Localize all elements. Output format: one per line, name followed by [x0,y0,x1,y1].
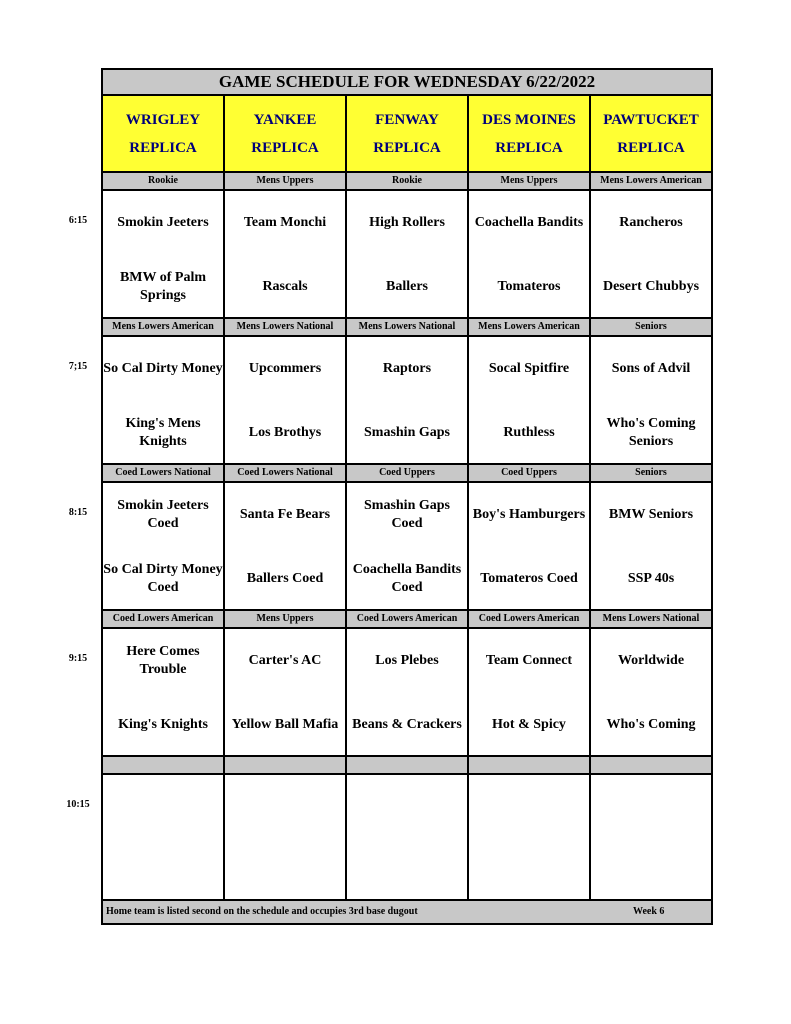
game-cell [591,483,711,609]
division-label: Mens Lowers American [103,319,225,335]
field-header-wrigley [103,96,225,171]
game-slot-row [103,629,711,755]
home-team: BMW of Palm Springs [119,270,207,303]
home-team [591,851,711,891]
field-name: FENWAY [375,111,439,128]
schedule-footer [103,899,711,923]
away-team: So Cal Dirty Money [103,361,223,376]
away-team [469,787,589,827]
division-label [591,757,711,773]
away-team: Smashin Gaps Coed [364,498,450,531]
division-label: Rookie [347,173,469,189]
week-label: Week 6 [633,906,665,917]
away-team [103,787,223,827]
away-team: Team Monchi [243,215,327,230]
away-team: BMW Seniors [608,507,694,522]
away-team: Sons of Advil [611,361,691,376]
away-team: Smokin Jeeters Coed [117,498,209,531]
away-team: Carter's AC [248,653,322,668]
schedule-sheet [101,68,713,925]
away-team: Rancheros [619,215,683,230]
game-cell [469,337,591,463]
game-cell [225,337,347,463]
game-cell [225,775,347,901]
division-label: Mens Uppers [225,611,347,627]
away-team: Coachella Bandits [474,215,584,230]
game-cell [469,775,591,901]
field-name: PAWTUCKET [603,111,699,128]
home-team: Los Brothys [248,425,322,440]
home-team [347,851,467,891]
game-slot-row [103,337,711,463]
field-name: WRIGLEY [125,111,201,128]
division-label: Mens Lowers National [225,319,347,335]
field-header-yankee [225,96,347,171]
game-cell [347,337,469,463]
away-team: Worldwide [617,653,685,668]
field-name: YANKEE [253,111,317,128]
home-team: King's Knights [118,717,208,732]
division-label: Coed Lowers American [469,611,591,627]
division-label [469,757,591,773]
time-label: 9:15 [68,653,88,664]
home-team: Ballers Coed [246,571,324,586]
game-slot-row [103,775,711,901]
field-header-pawtucket [591,96,711,171]
home-team: So Cal Dirty Money Coed [103,562,223,595]
away-team: Los Plebes [375,653,439,668]
home-team [103,851,223,891]
division-label [103,757,225,773]
field-subtitle: REPLICA [495,139,563,156]
game-slot-row [103,191,711,317]
game-cell [591,775,711,901]
home-team: Rascals [262,279,308,294]
away-team [591,787,711,827]
field-subtitle: REPLICA [373,139,441,156]
home-team: Ruthless [503,425,555,440]
division-label: Mens Uppers [469,173,591,189]
division-row [103,463,711,483]
field-subtitle: REPLICA [251,139,319,156]
home-team: Tomateros Coed [480,571,578,586]
division-row [103,755,711,775]
time-label: 8:15 [68,507,88,518]
division-row [103,171,711,191]
away-team: Raptors [382,361,432,376]
game-cell [347,775,469,901]
division-label: Mens Lowers American [469,319,591,335]
game-cell [103,191,225,317]
game-cell [591,629,711,755]
home-team: Desert Chubbys [602,279,700,294]
game-cell [225,483,347,609]
game-cell [103,483,225,609]
game-slot-row [103,483,711,609]
field-subtitle: REPLICA [617,139,685,156]
division-label: Seniors [635,321,667,332]
division-label: Mens Lowers National [602,613,700,624]
game-cell [347,483,469,609]
home-team [469,851,589,891]
game-cell [469,191,591,317]
away-team [225,787,345,827]
home-team: Coachella Bandits Coed [352,562,462,595]
away-team: Team Connect [485,653,573,668]
away-team: Santa Fe Bears [239,507,331,522]
home-team: Tomateros [497,279,561,294]
home-team: Who's Coming [606,717,696,732]
division-label [225,757,347,773]
time-label: 6:15 [68,215,88,226]
division-label: Rookie [103,173,225,189]
division-label: Seniors [635,467,667,478]
field-name: DES MOINES [482,111,576,128]
schedule-title: GAME SCHEDULE FOR WEDNESDAY 6/22/2022 [103,70,711,96]
time-label: 10:15 [66,799,90,810]
field-header-fenway [347,96,469,171]
field-header-des-moines [469,96,591,171]
home-team-note: Home team is listed second on the schedule and occupies 3rd base dugout [106,906,418,917]
away-team [347,787,467,827]
home-team: SSP 40s [627,571,675,586]
game-cell [591,191,711,317]
division-label: Coed Lowers National [225,465,347,481]
away-team: Socal Spitfire [488,361,570,376]
game-cell [103,629,225,755]
away-team: Here Comes Trouble [126,644,200,677]
home-team: Smashin Gaps [364,425,450,440]
home-team: Beans & Crackers [352,717,462,732]
division-label: Mens Uppers [225,173,347,189]
game-cell [103,775,225,901]
game-cell [347,629,469,755]
game-cell [225,191,347,317]
division-row [103,609,711,629]
division-label: Coed Uppers [347,465,469,481]
home-team: Yellow Ball Mafia [231,717,339,732]
away-team: Boy's Hamburgers [472,507,586,522]
division-label: Coed Lowers American [347,611,469,627]
time-label: 7;15 [68,361,88,372]
field-header-row [103,96,711,173]
home-team: King's Mens Knights [125,416,201,449]
home-team [225,851,345,891]
game-cell [469,629,591,755]
home-team: Ballers [386,279,428,294]
division-label [347,757,469,773]
game-cell [347,191,469,317]
game-cell [225,629,347,755]
game-cell [469,483,591,609]
division-label: Coed Uppers [469,465,591,481]
away-team: High Rollers [369,215,445,230]
division-label: Mens Lowers National [347,319,469,335]
game-cell [103,337,225,463]
away-team: Smokin Jeeters [117,215,209,230]
division-row [103,317,711,337]
division-label: Coed Lowers American [103,611,225,627]
division-label: Mens Lowers American [600,175,702,186]
away-team: Upcommers [248,361,322,376]
field-subtitle: REPLICA [129,139,197,156]
division-label: Coed Lowers National [103,465,225,481]
home-team: Hot & Spicy [492,717,566,732]
game-cell [591,337,711,463]
home-team: Who's Coming Seniors [606,416,696,449]
